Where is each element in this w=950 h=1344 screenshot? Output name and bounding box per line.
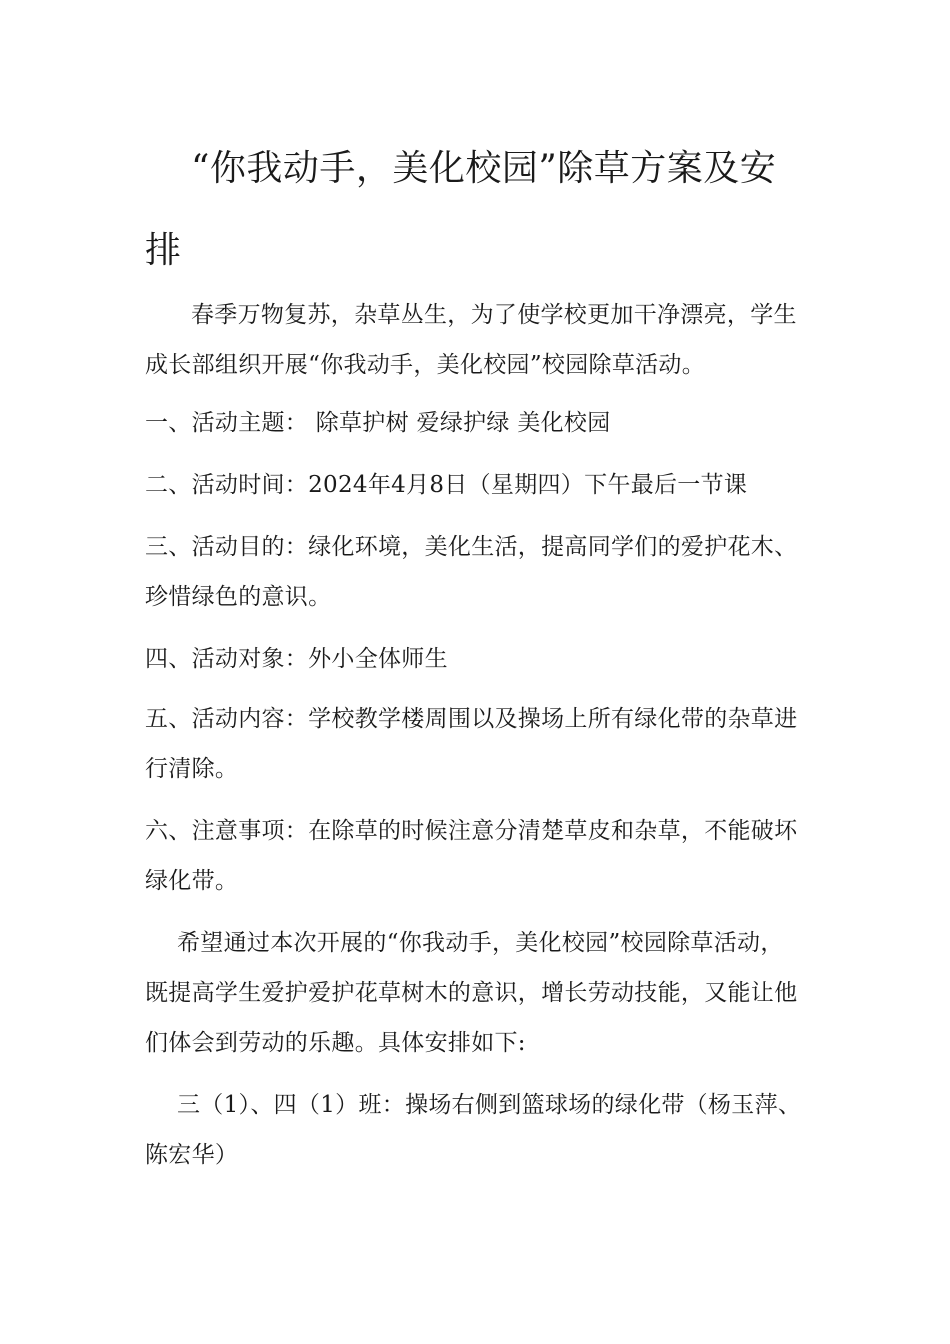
closing-paragraph: 希望通过本次开展的“你我动手，美化校园”校园除草活动，既提高学生爱护爱护花草树木的意识，增长劳动技能，又能让他们体会到劳动的乐趣。具体安排如下:	[145, 930, 798, 1056]
item-target: 四、活动对象：外小全体师生	[145, 646, 448, 672]
arrangement-paragraph: 三（1）、四（1）班：操场右侧到篮球场的绿化带（杨玉萍、陈宏华）	[145, 1092, 802, 1168]
item-notes: 六、注意事项：在除草的时候注意分清楚草皮和杂草，不能破坏绿化带。	[145, 818, 798, 894]
item-theme: 一、活动主题： 除草护树 爱绿护绿 美化校园	[145, 410, 611, 436]
intro-paragraph: 春季万物复苏，杂草丛生，为了使学校更加干净漂亮，学生成长部组织开展“你我动手，美化校园”校园除草活动。	[145, 302, 797, 378]
document-title: “你我动手，美化校园”除草方案及安排	[145, 148, 777, 271]
item-content: 五、活动内容：学校教学楼周围以及操场上所有绿化带的杂草进行清除。	[145, 706, 798, 782]
item-purpose: 三、活动目的：绿化环境，美化生活，提高同学们的爱护花木、珍惜绿色的意识。	[145, 534, 798, 610]
item-time: 二、活动时间：2024年4月8日（星期四）下午最后一节课	[145, 472, 748, 498]
